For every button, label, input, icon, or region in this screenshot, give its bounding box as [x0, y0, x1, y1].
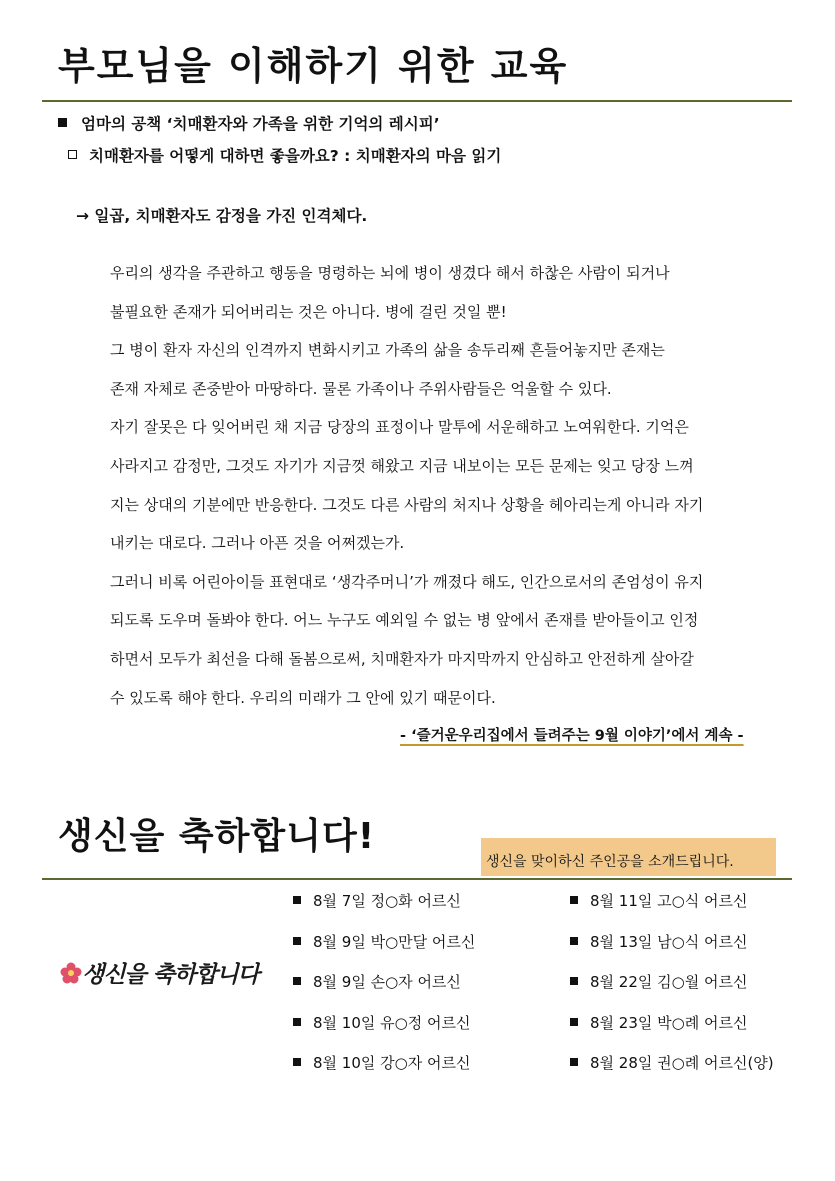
birthday-list-item — [293, 1052, 470, 1074]
birthday-stamp — [60, 950, 270, 1000]
stamp-text: 생신을 축하합니다 — [82, 961, 259, 988]
body-line: 그러니 비록 어린아이들 표현대로 ‘생각주머니’가 깨졌다 해도, 인간으로서의 존엄성이 유지 — [110, 572, 704, 591]
birthday-entry-text: 8월 23일 박○례 어르신 — [590, 1013, 748, 1032]
birthday-entry-text: 8월 10일 강○자 어르신 — [313, 1054, 471, 1072]
birthday-list-item — [570, 1012, 747, 1034]
square-bullet-icon — [570, 1018, 578, 1026]
square-bullet-icon — [293, 1018, 301, 1026]
body-line: 불필요한 존재가 되어버리는 것은 아니다. 병에 걸린 것일 뿐! — [110, 302, 507, 321]
square-bullet-icon — [570, 1058, 578, 1066]
birthday-entry-text: 8월 7일 정○화 어르신 — [313, 892, 461, 910]
birthday-list-item — [293, 890, 461, 912]
birthday-list-item — [570, 971, 747, 993]
body-line: 자기 잘못은 다 잊어버린 채 지금 당장의 표정이나 말투에 서운해하고 노여워한다. 기억은 — [110, 418, 689, 437]
body-line: 지는 상대의 기분에만 반응한다. 그것도 다른 사람의 처지나 상황을 헤아리는게 아니라 자기 — [110, 495, 704, 514]
body-line: 존재 자체로 존중받아 마땅하다. 물론 가족이나 주위사람들은 억울할 수 있다. — [110, 379, 612, 398]
topic-bullet — [68, 145, 501, 167]
birthday-entry-text: 8월 10일 유○정 어르신 — [313, 1013, 471, 1032]
birthday-list-item — [570, 1052, 774, 1074]
body-line: 되도록 도우며 돌봐야 한다. 어느 누구도 예외일 수 없는 병 앞에서 존재를 받아들이고 인정 — [110, 611, 699, 630]
topic-text: 치매환자를 어떻게 대하면 좋을까요? : 치매환자의 마음 읽기 — [89, 147, 502, 165]
book-bullet — [58, 113, 440, 135]
square-bullet-icon — [58, 118, 67, 127]
birthday-entry-text: 8월 28일 권○례 어르신(양) — [590, 1054, 774, 1072]
continuation-credit: - ‘즐거운우리집에서 들려주는 9월 이야기’에서 계속 - — [400, 728, 744, 744]
birthday-title: 생신을 축하합니다! — [58, 816, 376, 857]
birthday-list-item — [293, 971, 461, 993]
square-bullet-icon — [570, 896, 578, 904]
body-line: 우리의 생각을 주관하고 행동을 명령하는 뇌에 병이 생겼다 해서 하찮은 사람이 되거나 — [110, 264, 670, 282]
body-line: 사라지고 감정만, 그것도 자기가 지금껏 해왔고 지금 내보이는 모든 문제는 잊고 당장 느껴 — [110, 457, 694, 475]
body-line: 그 병이 환자 자신의 인격까지 변화시키고 가족의 삶을 송두리째 흔들어놓지만 존재는 — [110, 341, 665, 360]
birthday-entry-text: 8월 9일 손○자 어르신 — [313, 973, 461, 991]
square-bullet-icon — [293, 896, 301, 904]
book-title-text: 엄마의 공책 ‘치매환자와 가족을 위한 기억의 레시피’ — [81, 115, 440, 133]
body-line: 내키는 대로다. 그러나 아픈 것을 어쩌겠는가. — [110, 534, 405, 553]
square-bullet-icon — [570, 977, 578, 985]
body-line: 하면서 모두가 최선을 다해 돌봄으로써, 치매환자가 마지막까지 안심하고 안전하게 살아갈 — [110, 650, 694, 668]
birthday-list-item — [570, 890, 747, 912]
square-bullet-icon — [293, 937, 301, 945]
square-bullet-icon — [293, 977, 301, 985]
birthday-entry-text: 8월 9일 박○만달 어르신 — [313, 932, 476, 951]
birthday-list-item — [570, 931, 747, 953]
body-line: 수 있도록 해야 한다. 우리의 미래가 그 안에 있기 때문이다. — [110, 688, 496, 707]
birthday-list-item — [293, 931, 475, 953]
birthday-entry-text: 8월 22일 김○월 어르신 — [590, 973, 748, 991]
flower-icon — [60, 962, 82, 984]
birthday-entry-text: 8월 11일 고○식 어르신 — [590, 892, 748, 910]
square-bullet-icon — [293, 1058, 301, 1066]
birthday-entry-text: 8월 13일 남○식 어르신 — [590, 932, 748, 951]
square-bullet-icon — [570, 937, 578, 945]
title-divider — [42, 100, 792, 102]
page-title: 부모님을 이해하기 위한 교육 — [58, 44, 569, 88]
birthday-list-item — [293, 1012, 470, 1034]
section-heading: → 일곱, 치매환자도 감정을 가진 인격체다. — [76, 207, 368, 225]
birthday-divider — [42, 878, 792, 880]
hollow-square-bullet-icon — [68, 150, 77, 159]
birthday-intro: 생신을 맞이하신 주인공을 소개드립니다. — [486, 854, 734, 870]
